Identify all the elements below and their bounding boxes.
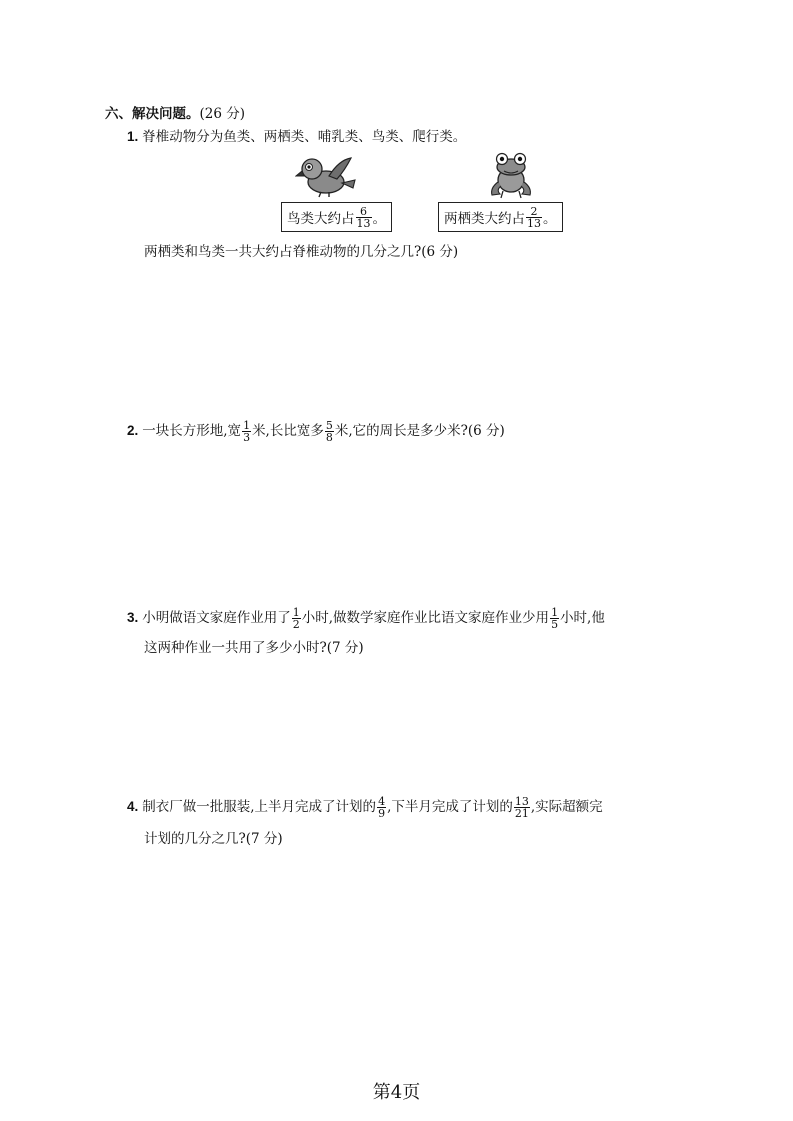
frog-card-prefix: 两栖类大约占 [444,211,525,227]
bird-fraction [356,206,372,229]
question-3-text-c: 小时,他 [560,610,605,626]
frog-fraction [526,206,542,229]
question-3-line-1 [127,607,605,630]
question-2-number: 2. [127,423,139,438]
fraction-denominator: 8 [325,431,333,444]
bird-icon [295,152,357,198]
frog-fraction-numerator: 2 [530,204,538,218]
question-2 [127,420,505,443]
question-4-text-a: 制衣厂做一批服装,上半月完成了计划的 [142,799,377,815]
question-4-text-c: ,实际超额完 [530,799,603,815]
bird-fraction-denominator: 13 [356,216,371,230]
fraction-numerator: 4 [378,795,386,808]
fraction-denominator: 2 [292,618,300,631]
section-title [105,104,245,124]
page-number: 第4页 [372,1082,421,1103]
question-2-text-a: 一块长方形地,宽 [142,423,242,439]
fraction-numerator: 1 [551,606,559,619]
question-4-fraction-2 [514,796,530,819]
fraction-numerator: 5 [325,419,333,432]
question-4-text-b: ,下半月完成了计划的 [387,799,513,815]
question-2-fraction-2 [325,420,334,443]
frog-fraction-denominator: 13 [527,216,541,230]
fraction-denominator: 3 [243,431,251,444]
question-3-fraction-2 [550,607,559,630]
section-points: (26 分) [199,106,246,122]
question-1-intro [127,127,466,147]
fraction-numerator: 1 [243,419,251,432]
fraction-denominator: 21 [514,807,529,820]
fraction-denominator: 5 [551,618,559,631]
section-title-text: 六、解决问题。 [105,106,200,122]
bird-card-prefix: 鸟类大约占 [287,211,355,227]
bird-info-card [281,202,392,232]
question-3-number: 3. [127,610,139,625]
question-2-text-b: 米,长比宽多 [252,423,324,439]
frog-icon [486,150,536,200]
fraction-numerator: 1 [292,606,300,619]
frog-card-suffix: 。 [543,211,557,227]
question-1-number: 1. [127,129,139,144]
question-4-number: 4. [127,799,139,814]
question-4-fraction-1 [377,796,386,819]
question-3-line-2: 这两种作业一共用了多少小时?(7 分) [144,640,364,656]
frog-info-card [438,202,563,232]
question-2-text-c: 米,它的周长是多少米?(6 分) [334,423,505,439]
question-4-line-1 [127,796,603,819]
fraction-numerator: 13 [514,795,529,808]
question-3-text-b: 小时,做数学家庭作业比语文家庭作业少用 [301,610,550,626]
question-1-text: 脊椎动物分为鱼类、两栖类、哺乳类、鸟类、爬行类。 [142,129,467,145]
question-1-ask: 两栖类和鸟类一共大约占脊椎动物的几分之几?(6 分) [144,244,459,260]
question-4-line-2: 计划的几分之几?(7 分) [144,831,283,847]
question-3-fraction-1 [292,607,301,630]
question-2-fraction-1 [242,420,251,443]
question-3-text-a: 小明做语文家庭作业用了 [142,610,291,626]
fraction-denominator: 9 [378,807,386,820]
bird-card-suffix: 。 [372,211,386,227]
bird-fraction-numerator: 6 [360,204,367,218]
